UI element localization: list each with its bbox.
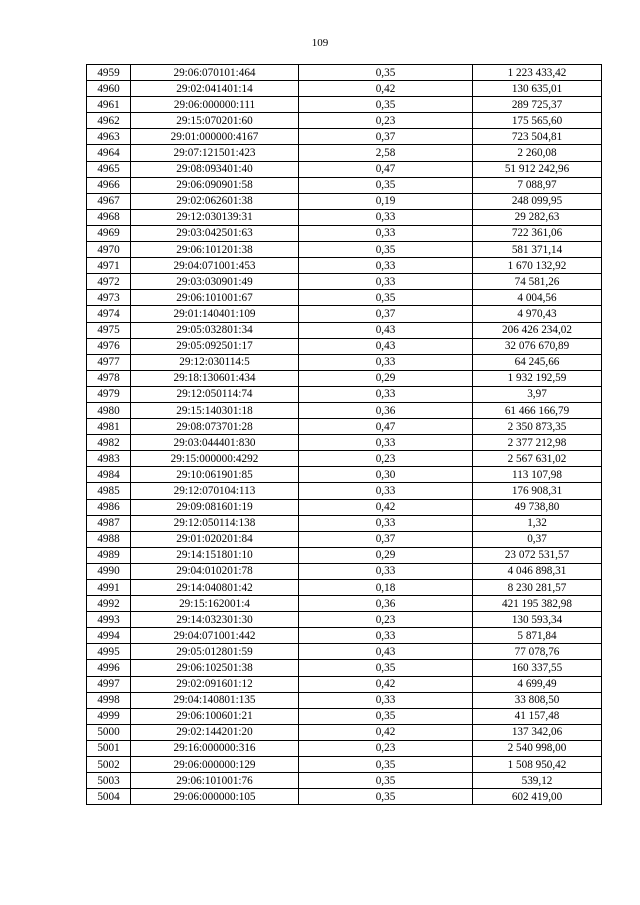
value-cell: 113 107,98 bbox=[473, 467, 602, 483]
value-cell: 248 099,95 bbox=[473, 193, 602, 209]
page-number: 109 bbox=[311, 37, 329, 49]
cadastral-number-cell: 29:05:012801:59 bbox=[131, 644, 299, 660]
row-number-cell: 4980 bbox=[87, 402, 131, 418]
row-number-cell: 4972 bbox=[87, 274, 131, 290]
value-cell: 2 540 998,00 bbox=[473, 740, 602, 756]
row-number-cell: 5000 bbox=[87, 724, 131, 740]
row-number-cell: 4976 bbox=[87, 338, 131, 354]
row-number-cell: 4999 bbox=[87, 708, 131, 724]
value-cell: 7 088,97 bbox=[473, 177, 602, 193]
row-number-cell: 4987 bbox=[87, 515, 131, 531]
coefficient-cell: 0,36 bbox=[299, 402, 473, 418]
cadastral-number-cell: 29:18:130601:434 bbox=[131, 370, 299, 386]
value-cell: 539,12 bbox=[473, 773, 602, 789]
value-cell: 51 912 242,96 bbox=[473, 161, 602, 177]
cadastral-number-cell: 29:04:071001:442 bbox=[131, 628, 299, 644]
coefficient-cell: 0,19 bbox=[299, 193, 473, 209]
value-cell: 1 932 192,59 bbox=[473, 370, 602, 386]
coefficient-cell: 0,35 bbox=[299, 177, 473, 193]
row-number-cell: 4968 bbox=[87, 209, 131, 225]
cadastral-number-cell: 29:06:000000:111 bbox=[131, 97, 299, 113]
coefficient-cell: 0,29 bbox=[299, 370, 473, 386]
table-row bbox=[87, 193, 602, 209]
value-cell: 4 970,43 bbox=[473, 306, 602, 322]
cadastral-number-cell: 29:02:062601:38 bbox=[131, 193, 299, 209]
cadastral-value-table bbox=[86, 64, 602, 805]
row-number-cell: 4966 bbox=[87, 177, 131, 193]
coefficient-cell: 0,35 bbox=[299, 242, 473, 258]
row-number-cell: 4986 bbox=[87, 499, 131, 515]
coefficient-cell: 0,35 bbox=[299, 773, 473, 789]
cadastral-number-cell: 29:16:000000:316 bbox=[131, 740, 299, 756]
value-cell: 421 195 382,98 bbox=[473, 596, 602, 612]
cadastral-number-cell: 29:06:101001:76 bbox=[131, 773, 299, 789]
coefficient-cell: 0,42 bbox=[299, 724, 473, 740]
value-cell: 61 466 166,79 bbox=[473, 402, 602, 418]
cadastral-number-cell: 29:12:050114:138 bbox=[131, 515, 299, 531]
table-row bbox=[87, 580, 602, 596]
value-cell: 1 223 433,42 bbox=[473, 65, 602, 81]
coefficient-cell: 0,35 bbox=[299, 789, 473, 805]
row-number-cell: 4988 bbox=[87, 531, 131, 547]
coefficient-cell: 0,33 bbox=[299, 563, 473, 579]
cadastral-number-cell: 29:06:000000:105 bbox=[131, 789, 299, 805]
coefficient-cell: 0,47 bbox=[299, 419, 473, 435]
value-cell: 5 871,84 bbox=[473, 628, 602, 644]
coefficient-cell: 0,36 bbox=[299, 596, 473, 612]
cadastral-number-cell: 29:08:073701:28 bbox=[131, 419, 299, 435]
row-number-cell: 4994 bbox=[87, 628, 131, 644]
coefficient-cell: 0,33 bbox=[299, 515, 473, 531]
cadastral-number-cell: 29:06:101201:38 bbox=[131, 242, 299, 258]
value-cell: 4 699,49 bbox=[473, 676, 602, 692]
row-number-cell: 4963 bbox=[87, 129, 131, 145]
value-cell: 2 260,08 bbox=[473, 145, 602, 161]
value-cell: 176 908,31 bbox=[473, 483, 602, 499]
cadastral-number-cell: 29:06:090901:58 bbox=[131, 177, 299, 193]
cadastral-number-cell: 29:04:140801:135 bbox=[131, 692, 299, 708]
value-cell: 206 426 234,02 bbox=[473, 322, 602, 338]
coefficient-cell: 0,35 bbox=[299, 708, 473, 724]
table-row bbox=[87, 419, 602, 435]
coefficient-cell: 0,23 bbox=[299, 740, 473, 756]
table-row bbox=[87, 209, 602, 225]
table-row bbox=[87, 483, 602, 499]
coefficient-cell: 0,33 bbox=[299, 435, 473, 451]
value-cell: 49 738,80 bbox=[473, 499, 602, 515]
cadastral-number-cell: 29:14:151801:10 bbox=[131, 547, 299, 563]
table-row bbox=[87, 97, 602, 113]
table-row bbox=[87, 740, 602, 756]
cadastral-number-cell: 29:02:091601:12 bbox=[131, 676, 299, 692]
value-cell: 33 808,50 bbox=[473, 692, 602, 708]
row-number-cell: 4959 bbox=[87, 65, 131, 81]
table-row bbox=[87, 177, 602, 193]
value-cell: 175 565,60 bbox=[473, 113, 602, 129]
cadastral-number-cell: 29:06:101001:67 bbox=[131, 290, 299, 306]
coefficient-cell: 0,23 bbox=[299, 612, 473, 628]
coefficient-cell: 0,33 bbox=[299, 692, 473, 708]
table-row bbox=[87, 370, 602, 386]
row-number-cell: 4990 bbox=[87, 563, 131, 579]
coefficient-cell: 0,33 bbox=[299, 483, 473, 499]
row-number-cell: 4981 bbox=[87, 419, 131, 435]
cadastral-number-cell: 29:08:093401:40 bbox=[131, 161, 299, 177]
table-row bbox=[87, 161, 602, 177]
row-number-cell: 4995 bbox=[87, 644, 131, 660]
value-cell: 602 419,00 bbox=[473, 789, 602, 805]
row-number-cell: 4998 bbox=[87, 692, 131, 708]
coefficient-cell: 0,37 bbox=[299, 306, 473, 322]
cadastral-number-cell: 29:04:071001:453 bbox=[131, 258, 299, 274]
table-body bbox=[87, 65, 602, 805]
table-row bbox=[87, 660, 602, 676]
cadastral-number-cell: 29:15:070201:60 bbox=[131, 113, 299, 129]
cadastral-number-cell: 29:03:044401:830 bbox=[131, 435, 299, 451]
coefficient-cell: 0,47 bbox=[299, 161, 473, 177]
coefficient-cell: 0,33 bbox=[299, 225, 473, 241]
table-row bbox=[87, 644, 602, 660]
cadastral-number-cell: 29:12:030114:5 bbox=[131, 354, 299, 370]
coefficient-cell: 0,33 bbox=[299, 258, 473, 274]
coefficient-cell: 0,35 bbox=[299, 757, 473, 773]
coefficient-cell: 0,35 bbox=[299, 660, 473, 676]
cadastral-number-cell: 29:05:092501:17 bbox=[131, 338, 299, 354]
table-row bbox=[87, 708, 602, 724]
row-number-cell: 4993 bbox=[87, 612, 131, 628]
table-row bbox=[87, 676, 602, 692]
table-row bbox=[87, 467, 602, 483]
row-number-cell: 4965 bbox=[87, 161, 131, 177]
table-row bbox=[87, 596, 602, 612]
value-cell: 77 078,76 bbox=[473, 644, 602, 660]
value-cell: 3,97 bbox=[473, 386, 602, 402]
row-number-cell: 4989 bbox=[87, 547, 131, 563]
cadastral-number-cell: 29:09:081601:19 bbox=[131, 499, 299, 515]
cadastral-number-cell: 29:06:000000:129 bbox=[131, 757, 299, 773]
value-cell: 23 072 531,57 bbox=[473, 547, 602, 563]
cadastral-number-cell: 29:14:032301:30 bbox=[131, 612, 299, 628]
row-number-cell: 5004 bbox=[87, 789, 131, 805]
value-cell: 2 377 212,98 bbox=[473, 435, 602, 451]
table-row bbox=[87, 789, 602, 805]
row-number-cell: 4983 bbox=[87, 451, 131, 467]
table-row bbox=[87, 563, 602, 579]
table-row bbox=[87, 274, 602, 290]
row-number-cell: 4984 bbox=[87, 467, 131, 483]
value-cell: 29 282,63 bbox=[473, 209, 602, 225]
table-row bbox=[87, 628, 602, 644]
coefficient-cell: 0,18 bbox=[299, 580, 473, 596]
value-cell: 8 230 281,57 bbox=[473, 580, 602, 596]
value-cell: 1 670 132,92 bbox=[473, 258, 602, 274]
table-row bbox=[87, 724, 602, 740]
cadastral-number-cell: 29:12:070104:113 bbox=[131, 483, 299, 499]
coefficient-cell: 0,42 bbox=[299, 499, 473, 515]
row-number-cell: 4974 bbox=[87, 306, 131, 322]
row-number-cell: 4960 bbox=[87, 81, 131, 97]
table-row bbox=[87, 65, 602, 81]
value-cell: 581 371,14 bbox=[473, 242, 602, 258]
value-cell: 64 245,66 bbox=[473, 354, 602, 370]
value-cell: 4 004,56 bbox=[473, 290, 602, 306]
value-cell: 1 508 950,42 bbox=[473, 757, 602, 773]
cadastral-number-cell: 29:02:144201:20 bbox=[131, 724, 299, 740]
cadastral-number-cell: 29:06:100601:21 bbox=[131, 708, 299, 724]
value-cell: 723 504,81 bbox=[473, 129, 602, 145]
table-row bbox=[87, 113, 602, 129]
table-row bbox=[87, 499, 602, 515]
coefficient-cell: 0,43 bbox=[299, 338, 473, 354]
row-number-cell: 4961 bbox=[87, 97, 131, 113]
coefficient-cell: 0,35 bbox=[299, 97, 473, 113]
row-number-cell: 4997 bbox=[87, 676, 131, 692]
row-number-cell: 4985 bbox=[87, 483, 131, 499]
table-row bbox=[87, 322, 602, 338]
table-row bbox=[87, 531, 602, 547]
cadastral-number-cell: 29:15:000000:4292 bbox=[131, 451, 299, 467]
cadastral-number-cell: 29:05:032801:34 bbox=[131, 322, 299, 338]
table-row bbox=[87, 547, 602, 563]
value-cell: 1,32 bbox=[473, 515, 602, 531]
cadastral-number-cell: 29:12:050114:74 bbox=[131, 386, 299, 402]
table-row bbox=[87, 290, 602, 306]
value-cell: 4 046 898,31 bbox=[473, 563, 602, 579]
cadastral-number-cell: 29:06:070101:464 bbox=[131, 65, 299, 81]
cadastral-number-cell: 29:04:010201:78 bbox=[131, 563, 299, 579]
table-row bbox=[87, 258, 602, 274]
value-cell: 0,37 bbox=[473, 531, 602, 547]
coefficient-cell: 2,58 bbox=[299, 145, 473, 161]
table-row bbox=[87, 145, 602, 161]
coefficient-cell: 0,23 bbox=[299, 451, 473, 467]
row-number-cell: 4970 bbox=[87, 242, 131, 258]
value-cell: 289 725,37 bbox=[473, 97, 602, 113]
cadastral-number-cell: 29:10:061901:85 bbox=[131, 467, 299, 483]
value-cell: 32 076 670,89 bbox=[473, 338, 602, 354]
row-number-cell: 5003 bbox=[87, 773, 131, 789]
row-number-cell: 4962 bbox=[87, 113, 131, 129]
value-cell: 2 567 631,02 bbox=[473, 451, 602, 467]
row-number-cell: 4973 bbox=[87, 290, 131, 306]
value-cell: 160 337,55 bbox=[473, 660, 602, 676]
row-number-cell: 4964 bbox=[87, 145, 131, 161]
table-row bbox=[87, 451, 602, 467]
row-number-cell: 4982 bbox=[87, 435, 131, 451]
cadastral-number-cell: 29:01:140401:109 bbox=[131, 306, 299, 322]
coefficient-cell: 0,35 bbox=[299, 290, 473, 306]
coefficient-cell: 0,33 bbox=[299, 209, 473, 225]
row-number-cell: 4978 bbox=[87, 370, 131, 386]
coefficient-cell: 0,29 bbox=[299, 547, 473, 563]
row-number-cell: 5002 bbox=[87, 757, 131, 773]
row-number-cell: 4991 bbox=[87, 580, 131, 596]
row-number-cell: 5001 bbox=[87, 740, 131, 756]
cadastral-number-cell: 29:01:020201:84 bbox=[131, 531, 299, 547]
coefficient-cell: 0,30 bbox=[299, 467, 473, 483]
value-cell: 74 581,26 bbox=[473, 274, 602, 290]
coefficient-cell: 0,33 bbox=[299, 354, 473, 370]
row-number-cell: 4967 bbox=[87, 193, 131, 209]
table-row bbox=[87, 338, 602, 354]
table-row bbox=[87, 515, 602, 531]
table-row bbox=[87, 757, 602, 773]
coefficient-cell: 0,42 bbox=[299, 81, 473, 97]
value-cell: 722 361,06 bbox=[473, 225, 602, 241]
table-row bbox=[87, 692, 602, 708]
coefficient-cell: 0,33 bbox=[299, 274, 473, 290]
cadastral-number-cell: 29:02:041401:14 bbox=[131, 81, 299, 97]
row-number-cell: 4971 bbox=[87, 258, 131, 274]
row-number-cell: 4969 bbox=[87, 225, 131, 241]
row-number-cell: 4977 bbox=[87, 354, 131, 370]
cadastral-number-cell: 29:15:162001:4 bbox=[131, 596, 299, 612]
row-number-cell: 4992 bbox=[87, 596, 131, 612]
cadastral-number-cell: 29:07:121501:423 bbox=[131, 145, 299, 161]
coefficient-cell: 0,35 bbox=[299, 65, 473, 81]
table-row bbox=[87, 242, 602, 258]
cadastral-number-cell: 29:12:030139:31 bbox=[131, 209, 299, 225]
coefficient-cell: 0,43 bbox=[299, 644, 473, 660]
coefficient-cell: 0,33 bbox=[299, 386, 473, 402]
row-number-cell: 4979 bbox=[87, 386, 131, 402]
cadastral-number-cell: 29:14:040801:42 bbox=[131, 580, 299, 596]
value-cell: 137 342,06 bbox=[473, 724, 602, 740]
cadastral-number-cell: 29:03:030901:49 bbox=[131, 274, 299, 290]
cadastral-number-cell: 29:01:000000:4167 bbox=[131, 129, 299, 145]
coefficient-cell: 0,43 bbox=[299, 322, 473, 338]
coefficient-cell: 0,37 bbox=[299, 129, 473, 145]
value-cell: 130 635,01 bbox=[473, 81, 602, 97]
table-row bbox=[87, 129, 602, 145]
value-cell: 41 157,48 bbox=[473, 708, 602, 724]
table-row bbox=[87, 81, 602, 97]
cadastral-number-cell: 29:03:042501:63 bbox=[131, 225, 299, 241]
coefficient-cell: 0,33 bbox=[299, 628, 473, 644]
row-number-cell: 4975 bbox=[87, 322, 131, 338]
table-row bbox=[87, 354, 602, 370]
table-row bbox=[87, 306, 602, 322]
table-row bbox=[87, 402, 602, 418]
table-row bbox=[87, 225, 602, 241]
table-row bbox=[87, 435, 602, 451]
coefficient-cell: 0,37 bbox=[299, 531, 473, 547]
table-row bbox=[87, 612, 602, 628]
coefficient-cell: 0,42 bbox=[299, 676, 473, 692]
table-row bbox=[87, 773, 602, 789]
value-cell: 130 593,34 bbox=[473, 612, 602, 628]
cadastral-number-cell: 29:06:102501:38 bbox=[131, 660, 299, 676]
cadastral-number-cell: 29:15:140301:18 bbox=[131, 402, 299, 418]
row-number-cell: 4996 bbox=[87, 660, 131, 676]
table-row bbox=[87, 386, 602, 402]
coefficient-cell: 0,23 bbox=[299, 113, 473, 129]
value-cell: 2 350 873,35 bbox=[473, 419, 602, 435]
